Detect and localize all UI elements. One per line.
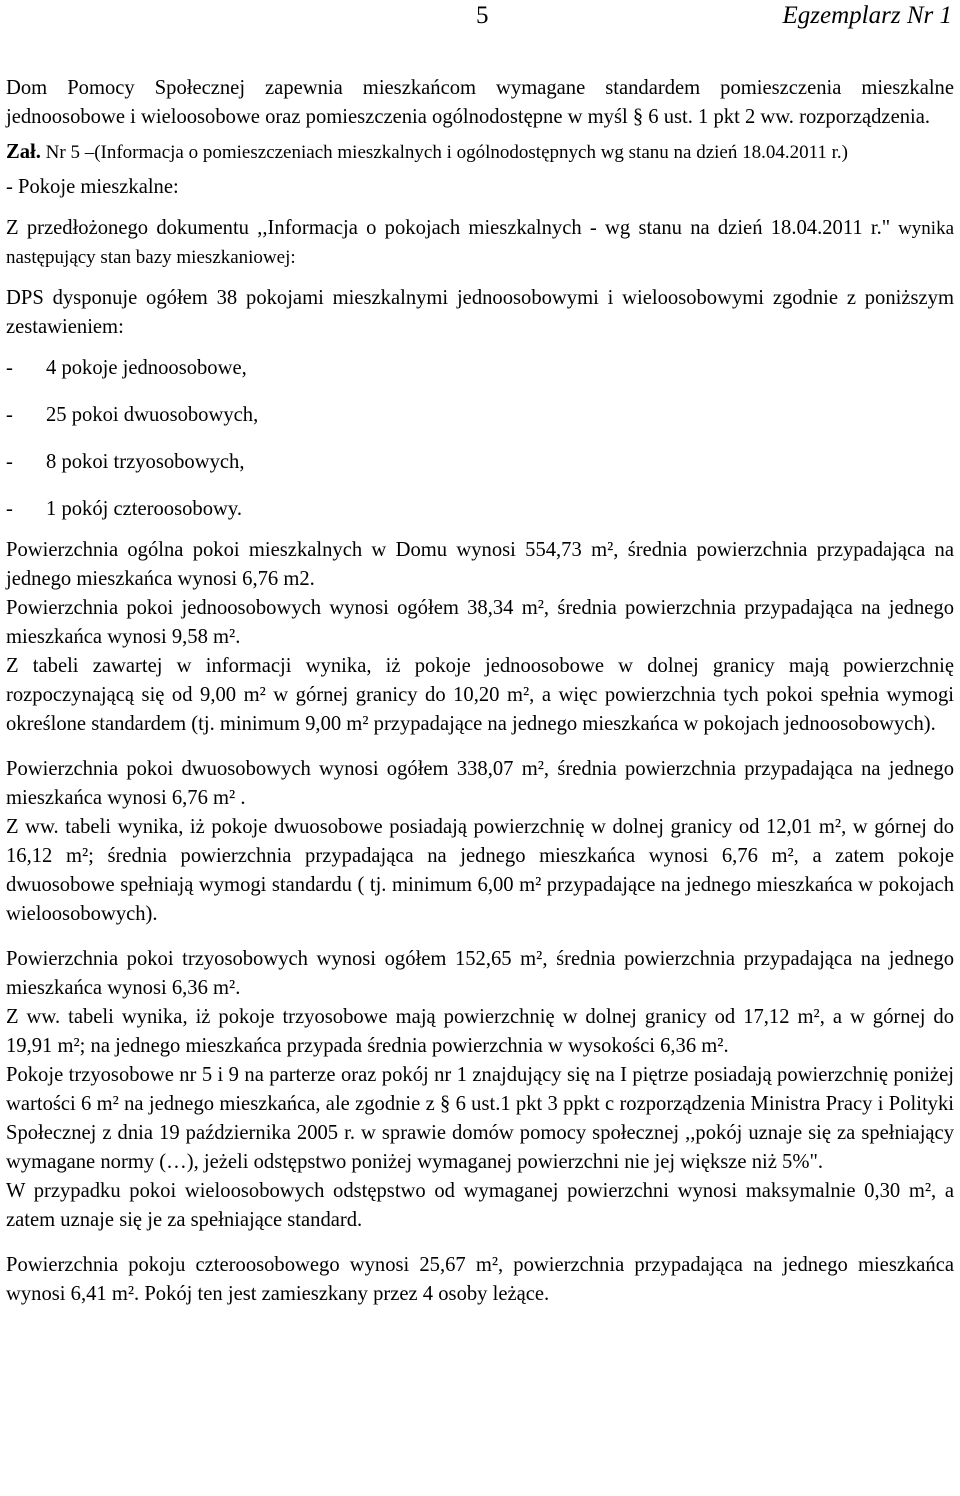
list-dash: - [6, 357, 13, 379]
page-number: 5 [476, 2, 489, 29]
attachment-text: Nr 5 –(Informacja o pomieszczeniach mieszkalnych i ogólnodostępnych wg stanu na dzień 18.04.2011 r.) [40, 142, 848, 163]
room-list [6, 354, 954, 524]
intro-paragraph: Dom Pomocy Społecznej zapewnia mieszkańcom wymagane standardem pomieszczenia mieszkalne jednoosobowe i wieloosobowe oraz pomieszczenia ogólnodostępne w myśl § 6 ust. 1 pkt 2 ww. rozporządzenia. [6, 77, 954, 128]
list-dash: - [6, 404, 13, 426]
double-rooms-area-paragraph: Powierzchnia pokoi dwuosobowych wynosi ogółem 338,07 m², średnia powierzchnia przypadająca na jednego mieszkańca wynosi 6,76 m² . [6, 758, 954, 809]
document-summary-paragraph [6, 214, 954, 272]
multi-rooms-deviation-paragraph: W przypadku pokoi wieloosobowych odstępstwo od wymaganej powierzchni wynosi maksymalnie 0,30 m², a zatem uznaje się je za spełniające standard. [6, 1180, 954, 1231]
double-rooms-table-paragraph: Z ww. tabeli wynika, iż pokoje dwuosobowe posiadają powierzchnię w dolnej granicy od 12,01 m², w górnej do 16,12 m²; średnia powierzchnia przypadająca na jednego mieszkańca wynosi 6,76 m², a zatem pokoje dwuosobowe spełniają wymogi standardu ( tj. minimum 6,00 m² przypadające na jednego mieszkańca w pokojach wieloosobowych). [6, 816, 954, 925]
document-summary-tail: wynika następujący stan bazy mieszkaniowej: [6, 218, 954, 268]
list-item [6, 495, 954, 524]
list-item-text: 25 pokoi dwuosobowych, [46, 404, 259, 426]
list-dash: - [6, 451, 13, 473]
single-rooms-table-paragraph: Z tabeli zawartej w informacji wynika, iż pokoje jednoosobowe w dolnej granicy mają powierzchnię rozpoczynającą się od 9,00 m² w górnej granicy do 10,20 m², a więc powierzchnia tych pokoi spełnia wymogi określone standardem (tj. minimum 9,00 m² przypadające na jednego mieszkańca w pokojach jednoosobowych). [6, 655, 954, 735]
list-item-text: 8 pokoi trzyosobowych, [46, 451, 245, 473]
list-dash: - [6, 498, 13, 520]
list-item [6, 354, 954, 383]
section-heading-rooms: - Pokoje mieszkalne: [6, 176, 179, 198]
list-item [6, 401, 954, 430]
page-header [6, 0, 954, 50]
triple-rooms-area-paragraph: Powierzchnia pokoi trzyosobowych wynosi ogółem 152,65 m², średnia powierzchnia przypadająca na jednego mieszkańca wynosi 6,36 m². [6, 948, 954, 999]
document-summary-lead: Z przedłożonego dokumentu ,,Informacja o pokojach mieszkalnych - wg stanu na dzień 18.04.2011 r." [6, 217, 891, 239]
total-area-paragraph: Powierzchnia ogólna pokoi mieszkalnych w Domu wynosi 554,73 m², średnia powierzchnia przypadająca na jednego mieszkańca wynosi 6,76 m2. [6, 539, 954, 590]
attachment-note [6, 138, 954, 167]
document-page [6, 0, 954, 1309]
triple-rooms-exception-paragraph: Pokoje trzyosobowe nr 5 i 9 na parterze oraz pokój nr 1 znajdujący się na I piętrze posiadają powierzchnię poniżej wartości 6 m² na jednego mieszkańca, ale zgodnie z § 6 ust.1 pkt 3 ppkt c rozporządzenia Ministra Pracy i Polityki Społecznej z dnia 19 października 2005 r. w sprawie domów pomocy społecznej ,,pokój uznaje się za spełniający wymagane normy (…), jeżeli odstępstwo poniżej wymaganej powierzchni nie jej większe niż 5%". [6, 1064, 954, 1173]
list-item-text: 1 pokój czteroosobowy. [46, 498, 242, 520]
list-item-text: 4 pokoje jednoosobowe, [46, 357, 247, 379]
attachment-label: Zał. [6, 141, 41, 163]
triple-rooms-table-paragraph: Z ww. tabeli wynika, iż pokoje trzyosobowe mają powierzchnię w dolnej granicy od 17,12 m², a w górnej do 19,91 m²; na jednego mieszkańca przypada średnia powierzchnia w wysokości 6,36 m². [6, 1006, 954, 1057]
dps-summary-paragraph: DPS dysponuje ogółem 38 pokojami mieszkalnymi jednoosobowymi i wieloosobowymi zgodnie z poniższym zestawieniem: [6, 287, 954, 338]
list-item [6, 448, 954, 477]
copy-label: Egzemplarz Nr 1 [782, 2, 952, 29]
single-rooms-area-paragraph: Powierzchnia pokoi jednoosobowych wynosi ogółem 38,34 m², średnia powierzchnia przypadająca na jednego mieszkańca wynosi 9,58 m². [6, 597, 954, 648]
quad-room-paragraph: Powierzchnia pokoju czteroosobowego wynosi 25,67 m², powierzchnia przypadająca na jednego mieszkańca wynosi 6,41 m². Pokój ten jest zamieszkany przez 4 osoby leżące. [6, 1254, 954, 1305]
